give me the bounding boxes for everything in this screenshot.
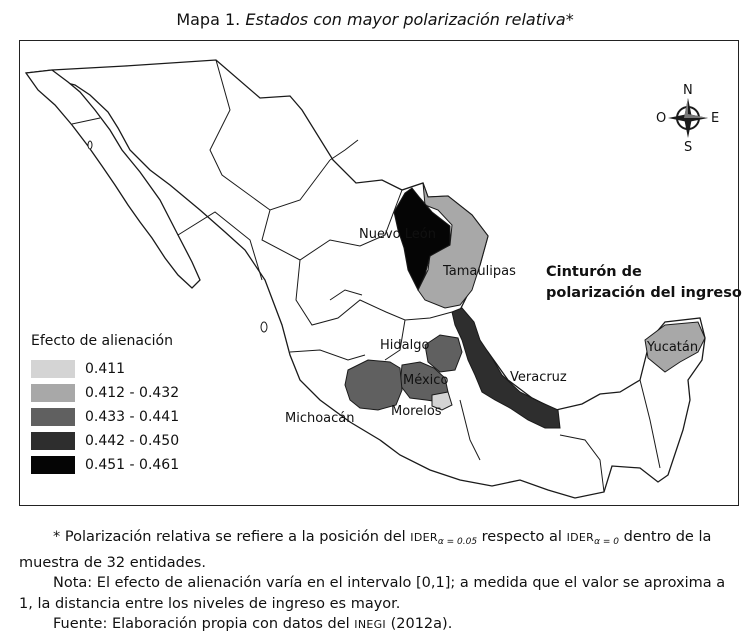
legend-swatch bbox=[31, 456, 75, 474]
compass-rose bbox=[668, 98, 708, 138]
polarization-belt-label: Cinturón de polarización del ingreso bbox=[546, 264, 742, 301]
state-michoacan bbox=[345, 360, 402, 410]
compass-s: S bbox=[684, 140, 693, 155]
legend-item: 0.433 - 0.441 bbox=[31, 405, 179, 429]
footnotes bbox=[19, 527, 733, 636]
label-tamaulipas: Tamaulipas bbox=[443, 264, 516, 279]
label-morelos: Morelos bbox=[391, 404, 442, 419]
compass-o: O bbox=[656, 111, 667, 126]
note-alienation: Nota: El efecto de alienación varía en el intervalo [0,1]; a medida que el valor se aproxima a 1, la distancia entre los niveles de ingreso es mayor. bbox=[19, 575, 726, 612]
compass-e: E bbox=[711, 111, 720, 126]
label-hidalgo: Hidalgo bbox=[380, 338, 430, 353]
label-mexico: México bbox=[403, 373, 449, 388]
legend-swatch bbox=[31, 432, 75, 450]
legend-item: 0.451 - 0.461 bbox=[31, 453, 179, 477]
legend-title: Efecto de alienación bbox=[31, 333, 173, 349]
compass-n: N bbox=[683, 83, 693, 98]
legend-item: 0.411 bbox=[31, 357, 179, 381]
label-michoacan: Michoacán bbox=[285, 411, 355, 426]
label-yucatan: Yucatán bbox=[647, 340, 699, 355]
legend-swatch bbox=[31, 408, 75, 426]
legend-item: 0.442 - 0.450 bbox=[31, 429, 179, 453]
legend-swatch bbox=[31, 384, 75, 402]
note-source: Fuente: Elaboración propia con datos del INEGI (2012a). bbox=[53, 616, 453, 632]
label-veracruz: Veracruz bbox=[510, 370, 567, 385]
map-title: Mapa 1. Estados con mayor polarización relativa* bbox=[176, 10, 574, 29]
legend-item: 0.412 - 0.432 bbox=[31, 381, 179, 405]
note-polarization: * Polarización relativa se refiere a la posición del $IDER_{\alpha = 0.05}$ respecto al $IDER_{\alpha = 0}$ dentro de la muestra de 32 entidades. bbox=[19, 529, 712, 571]
label-nuevo-leon: Nuevo León bbox=[359, 227, 436, 242]
legend-swatch bbox=[31, 360, 75, 378]
legend bbox=[31, 333, 179, 477]
